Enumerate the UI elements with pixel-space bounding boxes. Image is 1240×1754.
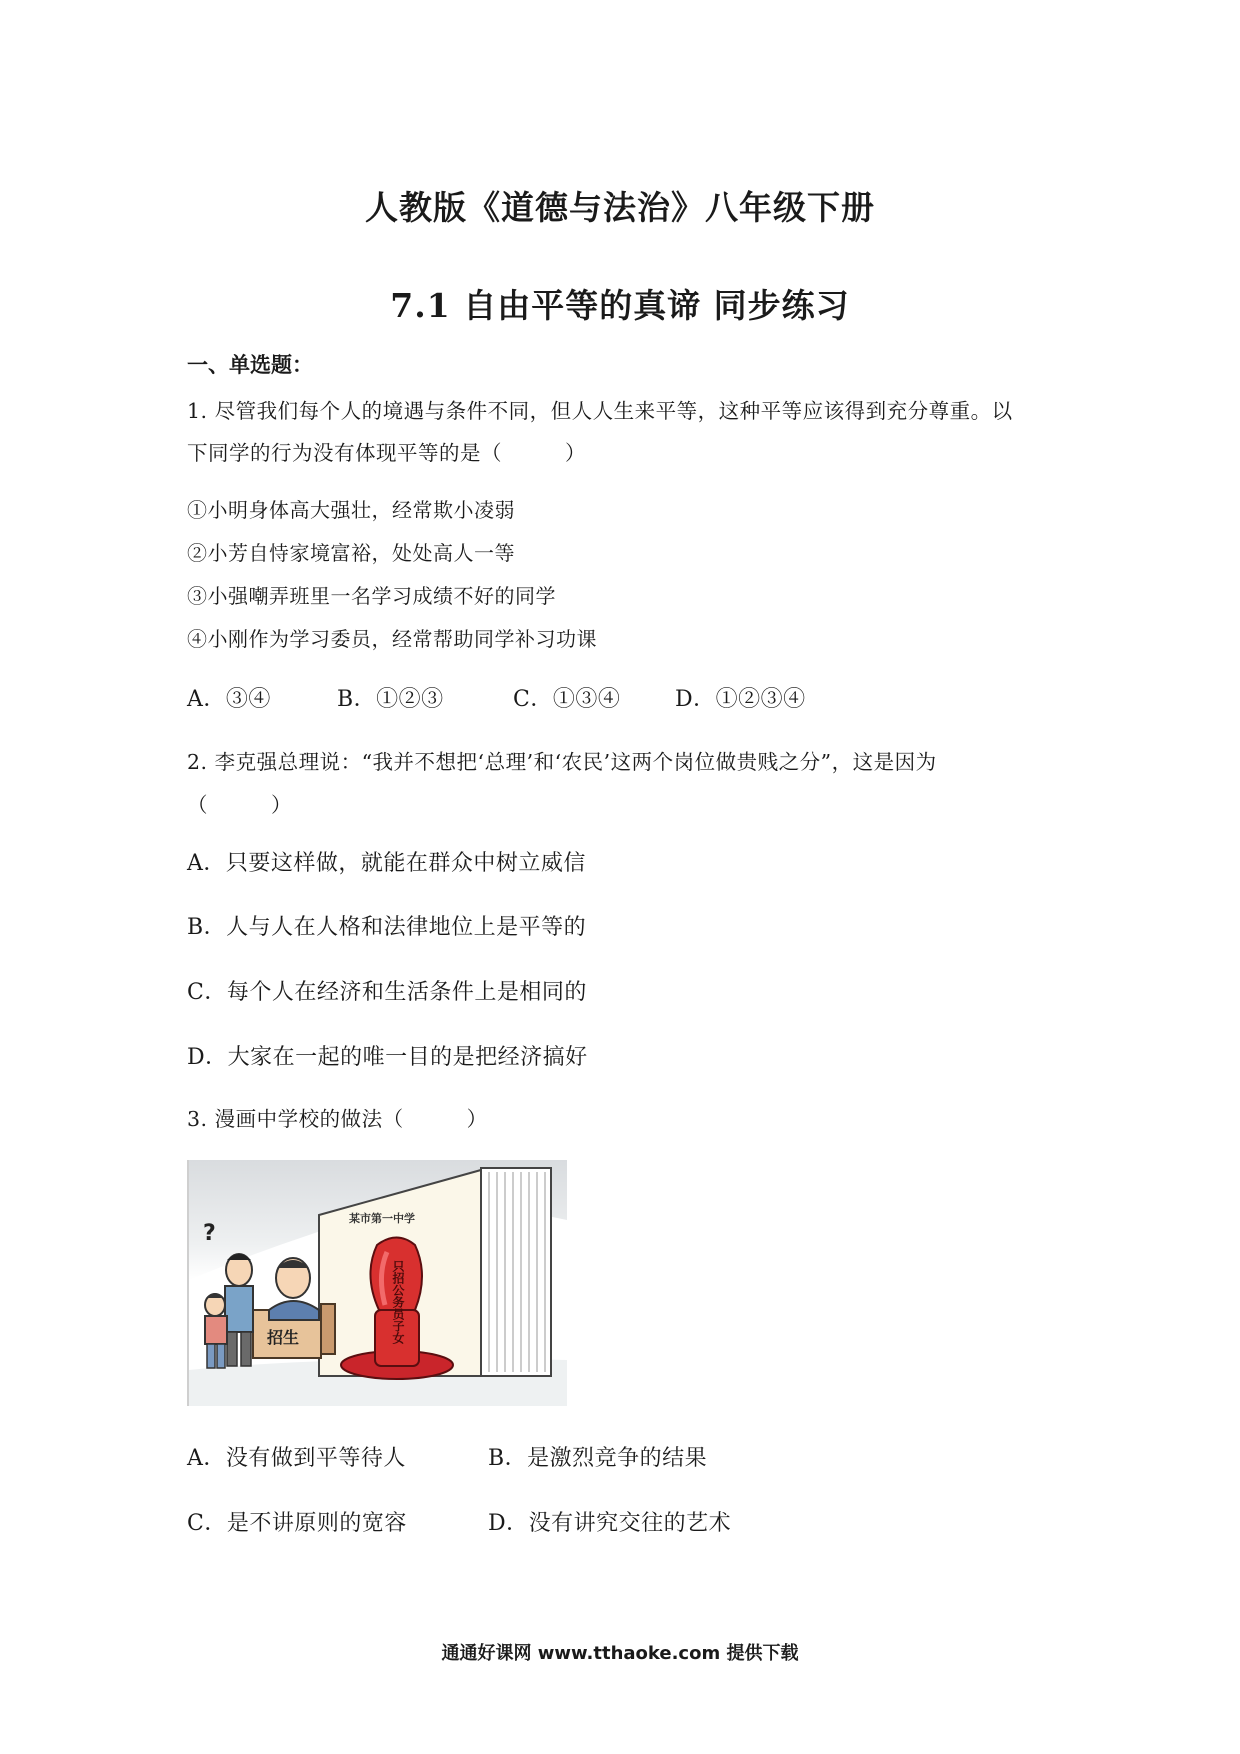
question-mark: ? — [203, 1221, 216, 1246]
q1-item-4: ④小刚作为学习委员，经常帮助同学补习功课 — [187, 627, 597, 651]
q1-stem-line1: 1. 尽管我们每个人的境遇与条件不同，但人人生来平等，这种平等应该得到充分尊重。以 — [187, 399, 1013, 423]
q2-option-c: C．每个人在经济和生活条件上是相同的 — [187, 980, 587, 1005]
q3-option-d: D．没有讲究交往的艺术 — [488, 1511, 732, 1536]
q3-option-a: A．没有做到平等待人 — [187, 1446, 406, 1471]
q1-option-b: B．①②③ — [337, 687, 444, 712]
desk-label: 招生 — [267, 1328, 300, 1347]
q2-option-b: B．人与人在人格和法律地位上是平等的 — [187, 915, 587, 940]
q2-stem-line1: 2. 李克强总理说：“我并不想把‘总理’和‘农民’这两个岗位做贵贱之分”，这是因为 — [187, 750, 937, 774]
document-title: 人教版《道德与法治》八年级下册 — [365, 188, 875, 227]
q2-stem-line2: （ ） — [187, 793, 292, 817]
q1-stem-line2: 下同学的行为没有体现平等的是（ ） — [187, 441, 586, 465]
q1-item-2: ②小芳自恃家境富裕，处处高人一等 — [187, 541, 515, 565]
q1-item-3: ③小强嘲弄班里一名学习成绩不好的同学 — [187, 584, 556, 608]
q3-option-b: B．是激烈竞争的结果 — [488, 1446, 708, 1471]
q2-option-d: D．大家在一起的唯一目的是把经济搞好 — [187, 1045, 588, 1070]
cartoon-image — [187, 1160, 567, 1406]
section-heading: 一、单选题： — [187, 353, 313, 377]
footer-source: 通通好课网 www.tthaoke.com 提供下载 — [441, 1643, 799, 1664]
q1-option-c: C．①③④ — [513, 687, 621, 712]
q3-option-c: C．是不讲原则的宽容 — [187, 1511, 407, 1536]
school-sign-text: 某市第一中学 — [349, 1212, 415, 1225]
q2-option-a: A．只要这样做，就能在群众中树立威信 — [187, 851, 586, 876]
stamp-text: 只招公务员子女 — [391, 1260, 405, 1344]
q1-option-a: A．③④ — [187, 687, 271, 712]
lesson-title: 7.1 自由平等的真谛 同步练习 — [390, 286, 850, 325]
q3-stem: 3. 漫画中学校的做法（ ） — [187, 1107, 488, 1131]
q1-option-d: D．①②③④ — [675, 687, 806, 712]
q1-item-1: ①小明身体高大强壮，经常欺小凌弱 — [187, 498, 515, 522]
